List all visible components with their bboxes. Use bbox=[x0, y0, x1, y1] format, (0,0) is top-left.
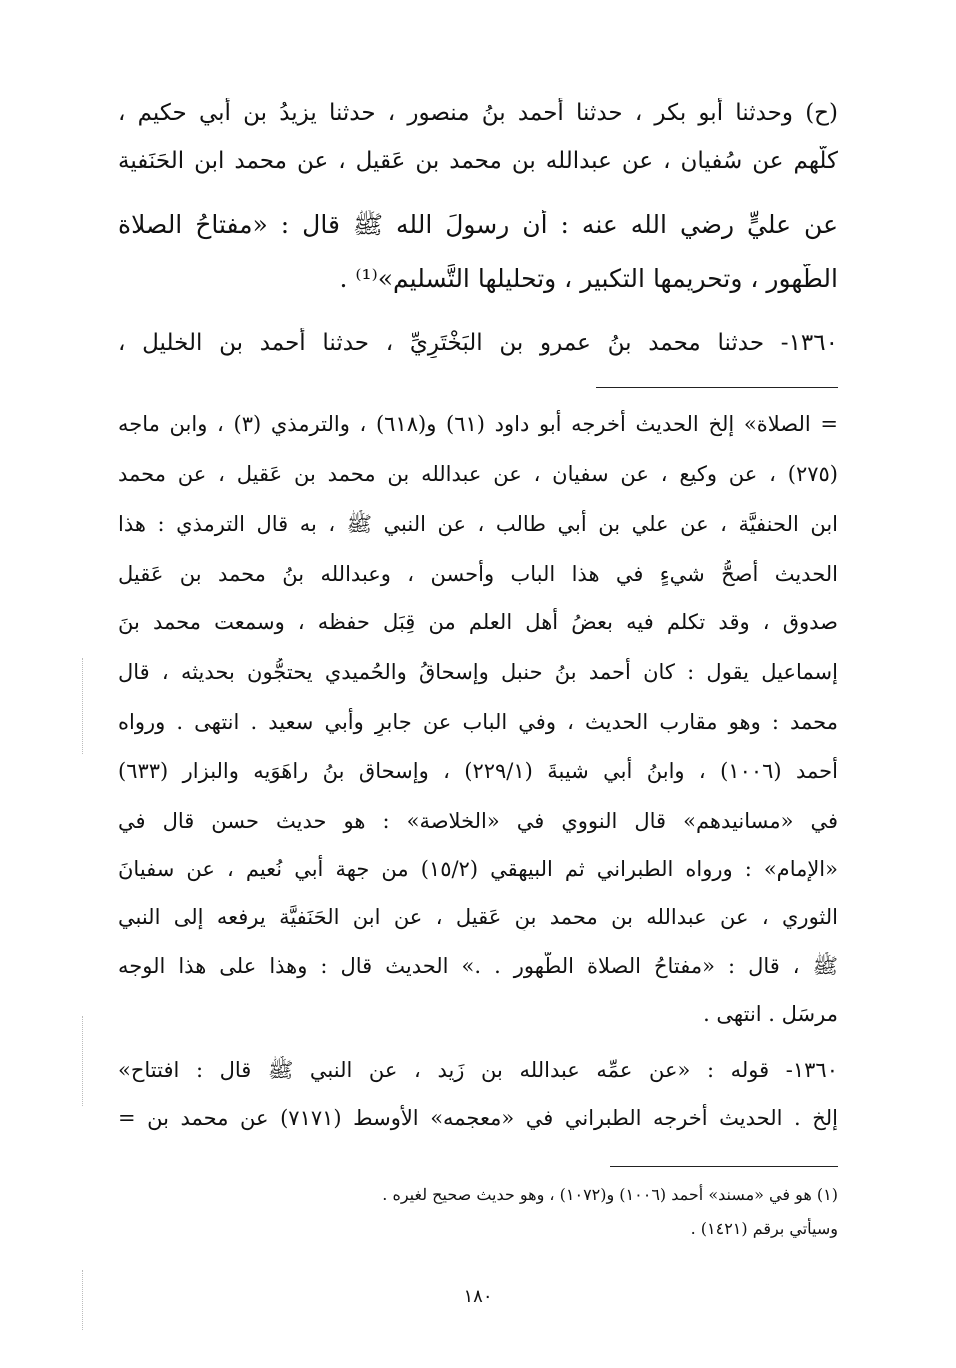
main-text-line: (ح) وحدثنا أبو بكر ، حدثنا أحمد بنُ منصور ، حدثنا يزيدُ بن أبي حكيم ، bbox=[118, 100, 838, 126]
note-line: إلخ . الحديث أخرجه الطبراني في «معجمه» الأوسط (٧١٧١) عن محمد بن = bbox=[118, 1106, 838, 1130]
note-line: = الصلاة» إلخ الحديث أخرجه أبو داود (٦١) و(٦١٨) ، والترمذي (٣) ، وابن ماجه bbox=[118, 412, 838, 436]
note-line: (٢٧٥) ، عن وكيع ، عن سفيان ، عن عبدالله بن محمد بن عَقيل ، عن محمد bbox=[118, 462, 838, 486]
scan-margin-mark bbox=[82, 658, 84, 754]
main-text-line: ١٣٦٠- حدثنا محمد بنُ عمرو بن البَخْتَرِيِّ ، حدثنا أحمد بن الخليل ، bbox=[118, 330, 838, 356]
scan-margin-mark bbox=[82, 1270, 84, 1330]
main-text-line: عن عليٍّ رضي الله عنه : أن رسولَ الله ﷺ قال : «مفتاحُ الصلاة bbox=[118, 210, 838, 239]
note-line: صدوق ، وقد تكلم فيه بعضُ أهل العلم من قِبَل حفظه ، وسمعت محمد بنَ bbox=[118, 610, 838, 634]
footnote-separator bbox=[610, 1166, 838, 1167]
main-text-line: الطُّهور ، وتحريمها التكبير ، وتحليلها التَّسليم»⁽¹⁾ . bbox=[339, 264, 838, 293]
main-text-line: كلُّهم عن سُفيان ، عن عبدالله بن محمد بن عَقيل ، عن محمد ابن الحَنَفية bbox=[118, 148, 838, 174]
footnote-line: (١) هو في «مسند» أحمد (١٠٠٦) و(١٠٧٢) ، وهو حديث صحيح لغيره . bbox=[382, 1185, 838, 1204]
footnote-line: وسيأتي برقم (١٤٢١) . bbox=[690, 1219, 838, 1238]
note-line: أحمد (١٠٠٦) ، وابنُ أبي شيبةَ (٢٢٩/١) ، وإسحاق بنُ راهَوَيه والبزار (٦٣٣) bbox=[118, 759, 838, 783]
notes-separator bbox=[596, 387, 838, 388]
page-number: ١٨٠ bbox=[463, 1286, 493, 1307]
note-line: «الإمام» : ورواه الطبراني ثم البيهقي (١٥/٢) من جهة أبي نُعيم ، عن سفيانَ bbox=[118, 857, 838, 881]
note-line: ١٣٦٠- قوله : «عن عمِّه عبدالله بن زَيد ، عن النبي ﷺ قال : افتتاح» bbox=[118, 1058, 838, 1082]
note-line: مرسَل . انتهى . bbox=[703, 1002, 838, 1026]
scan-margin-mark bbox=[82, 1016, 84, 1106]
note-line: محمد : وهو مقارب الحديث ، وفي الباب عن جابرٍ وأبي سعيد . انتهى . ورواه bbox=[118, 710, 838, 734]
note-line: ابن الحنفيَّة ، عن علي بن أبي طالب ، عن النبي ﷺ ، به قال الترمذي : هذا bbox=[118, 512, 838, 536]
note-line: الحديث أصحُّ شيءٍ في هذا الباب وأحسن ، وعبدالله بنُ محمد بن عَقيل bbox=[118, 562, 838, 586]
note-line: إسماعيل يقول : كان أحمد بنُ حنبل وإسحاقُ والحُميدي يحتجُّون بحديثه ، قال bbox=[118, 660, 838, 684]
note-line: الثوري ، عن عبدالله بن محمد بنِ عَقيل ، عن ابن الحَنَفيَّة يرفعه إلى النبي bbox=[118, 905, 838, 929]
note-line: ﷺ ، قال : «مفتاحُ الصلاة الطُّهور . .» الحديث قال : وهذا على هذا الوجه bbox=[118, 954, 838, 978]
note-line: في «مسانيدهم» قال النووي في «الخلاصة» : هو حديث حسن قال في bbox=[118, 809, 838, 833]
